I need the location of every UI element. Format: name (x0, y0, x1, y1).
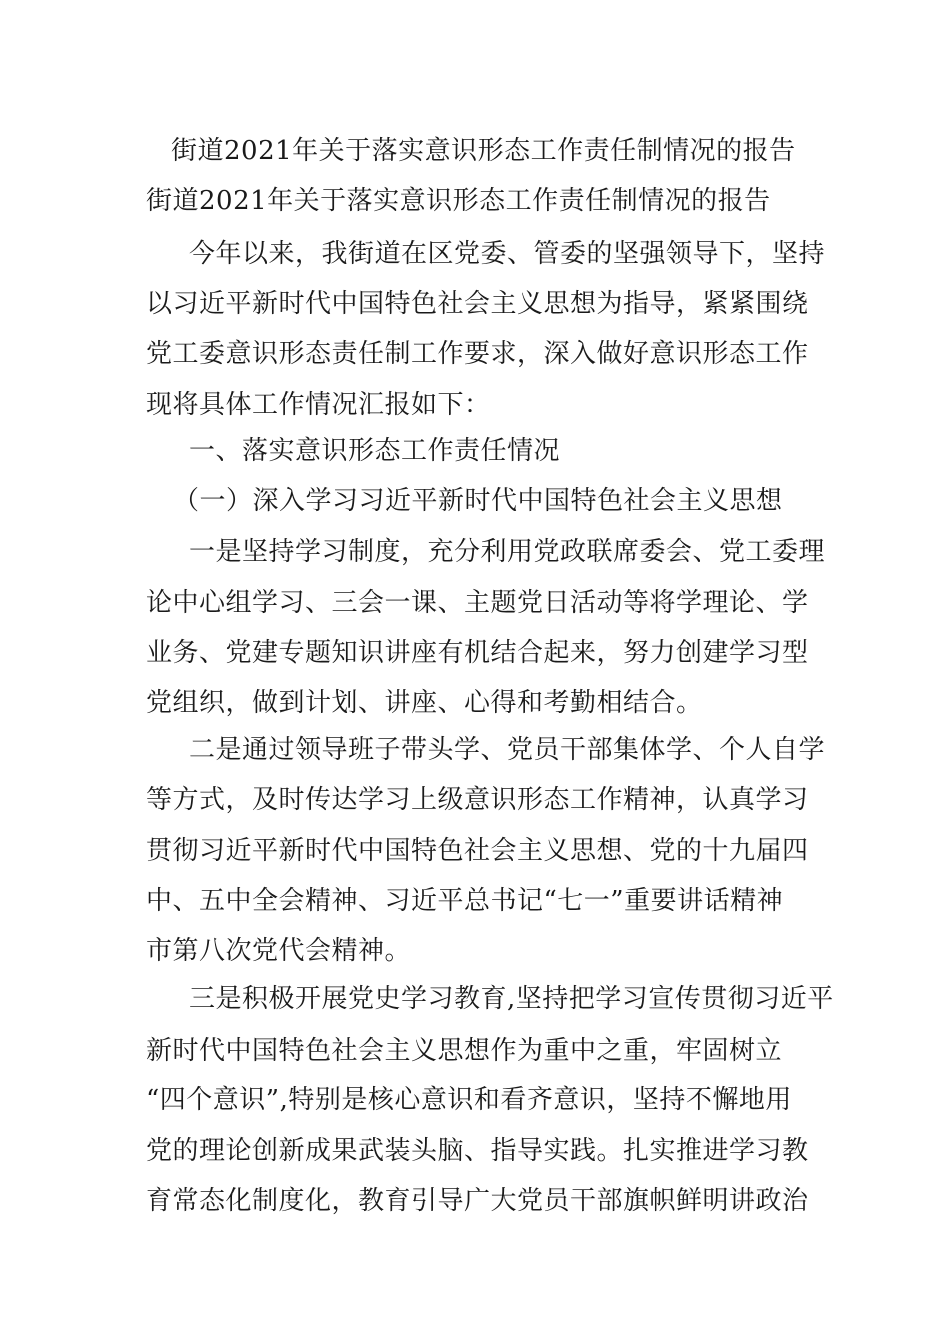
document-title-line-2: 街道2021年关于落实意识形态工作责任制情况的报告 (146, 186, 771, 216)
paragraph-line: 业务、党建专题知识讲座有机结合起来，努力创建学习型 (146, 638, 809, 668)
paragraph-line: “四个意识”,特别是核心意识和看齐意识，坚持不懈地用 (146, 1085, 792, 1115)
paragraph-line: 市第八次党代会精神。 (146, 936, 412, 966)
paragraph-line: 现将具体工作情况汇报如下： (146, 390, 491, 420)
paragraph-line: 等方式，及时传达学习上级意识形态工作精神，认真学习 (146, 785, 809, 815)
paragraph-line: 论中心组学习、三会一课、主题党日活动等将学理论、学 (146, 588, 809, 618)
section-heading: 一、落实意识形态工作责任情况 (189, 436, 561, 466)
paragraph-line: 育常态化制度化，教育引导广大党员干部旗帜鲜明讲政治 (146, 1186, 809, 1216)
paragraph-line: 以习近平新时代中国特色社会主义思想为指导，紧紧围绕 (146, 289, 809, 319)
paragraph-line: 一是坚持学习制度，充分利用党政联席委会、党工委理 (189, 537, 826, 567)
paragraph-line: 中、五中全会精神、习近平总书记“七一”重要讲话精神 (146, 886, 784, 916)
paragraph-line: 党组织，做到计划、讲座、心得和考勤相结合。 (146, 688, 703, 718)
paragraph-line: 贯彻习近平新时代中国特色社会主义思想、党的十九届四 (146, 836, 809, 866)
paragraph-line: 党工委意识形态责任制工作要求，深入做好意识形态工作 (146, 339, 809, 369)
paragraph-line: 新时代中国特色社会主义思想作为重中之重，牢固树立 (146, 1036, 783, 1066)
paragraph-line: 今年以来，我街道在区党委、管委的坚强领导下，坚持 (189, 239, 826, 269)
paragraph-line: 二是通过领导班子带头学、党员干部集体学、个人自学 (189, 735, 826, 765)
paragraph-line: 三是积极开展党史学习教育,坚持把学习宣传贯彻习近平 (189, 984, 834, 1014)
paragraph-line: 党的理论创新成果武装头脑、指导实践。扎实推进学习教 (146, 1136, 809, 1166)
subsection-heading: （一）深入学习习近平新时代中国特色社会主义思想 (173, 486, 783, 516)
document-title-line-1: 街道2021年关于落实意识形态工作责任制情况的报告 (171, 136, 796, 166)
